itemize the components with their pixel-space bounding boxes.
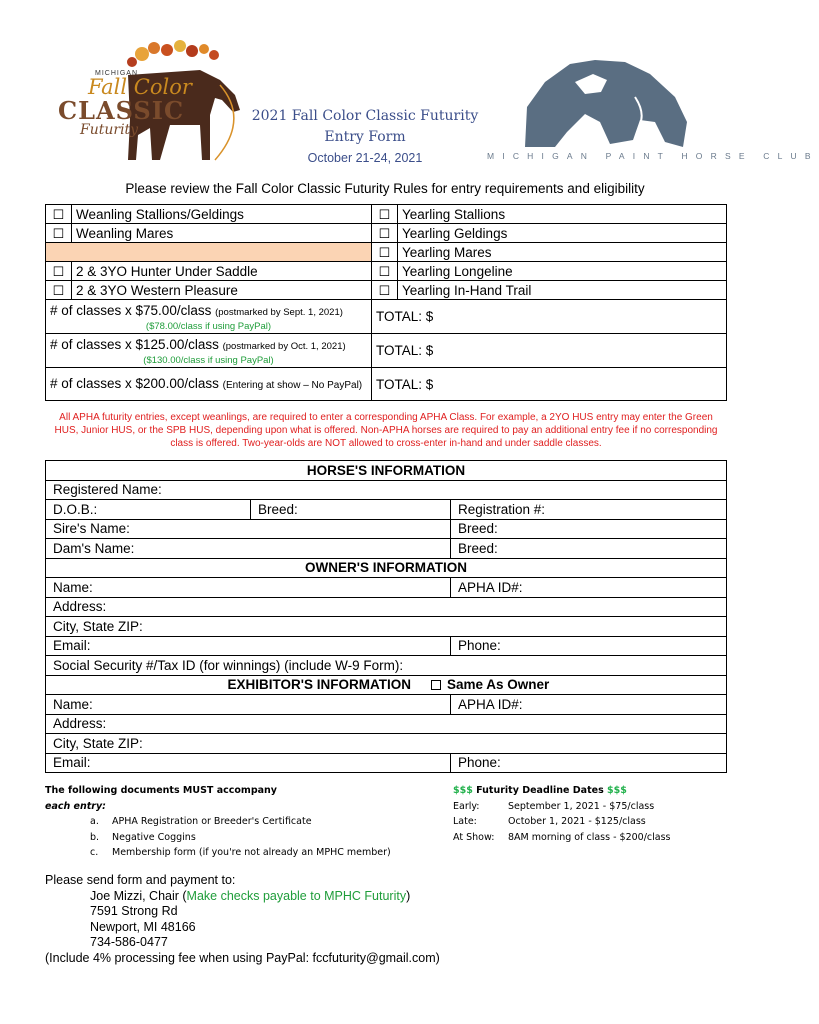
fee-row	[46, 334, 727, 368]
total-field[interactable]: TOTAL: $	[372, 300, 727, 334]
deadline-heading: $$$ Futurity Deadline Dates $$$	[453, 785, 627, 796]
fee-cell	[46, 300, 372, 334]
owner-phone-field[interactable]: Phone:	[451, 636, 727, 656]
class-row	[46, 281, 727, 300]
class-label: Weanling Stallions/Geldings	[72, 205, 372, 224]
owner-name-field[interactable]: Name:	[46, 578, 451, 598]
dam-name-field[interactable]: Dam's Name:	[46, 539, 451, 559]
class-checkbox[interactable]: ☐	[46, 262, 72, 281]
registered-name-field[interactable]: Registered Name:	[46, 480, 727, 500]
class-label: 2 & 3YO Western Pleasure	[72, 281, 372, 300]
event-date: October 21-24, 2021	[307, 151, 423, 165]
exhibitor-heading-row	[46, 675, 727, 695]
apha-notice: All APHA futurity entries, except weanlings, are required to enter a corresponding APHA Class. For example, a 2YO HUS entry may enter the Green HUS, Junior HUS, or the SPB HUS, depending upon what is offered. Non-APHA horses are required to pay an additional entry fee if no corresponding class is offered. Two-year-olds are NOT allowed to cross-enter in-hand and under saddle classes.	[54, 412, 718, 449]
fee-text: # of classes x $75.00/class	[50, 303, 212, 318]
class-row	[46, 243, 727, 262]
class-label: Weanling Mares	[72, 224, 372, 243]
exhibitor-name-field[interactable]: Name:	[46, 695, 451, 715]
total-field[interactable]: TOTAL: $	[372, 368, 727, 401]
class-label: 2 & 3YO Hunter Under Saddle	[72, 262, 372, 281]
exhibitor-phone-field[interactable]: Phone:	[451, 753, 727, 773]
documents-list	[90, 814, 445, 861]
fee-cell	[46, 334, 372, 368]
fee-paypal: ($130.00/class if using PayPal)	[143, 355, 274, 366]
exhibitor-address-field[interactable]: Address:	[46, 714, 727, 734]
class-checkbox[interactable]: ☐	[372, 243, 398, 262]
checkbox-icon	[431, 680, 441, 690]
class-checkbox[interactable]: ☐	[372, 281, 398, 300]
class-label: Yearling Geldings	[398, 224, 727, 243]
required-documents	[45, 783, 445, 861]
fee-row	[46, 300, 727, 334]
class-row	[46, 205, 727, 224]
registration-field[interactable]: Registration #:	[451, 500, 727, 520]
class-checkbox[interactable]: ☐	[372, 262, 398, 281]
fee-cell	[46, 368, 372, 401]
owner-apha-id-field[interactable]: APHA ID#:	[451, 578, 727, 598]
class-label: Yearling In-Hand Trail	[398, 281, 727, 300]
send-chair: Joe Mizzi, Chair (Make checks payable to MPHC Futurity)	[90, 888, 411, 903]
club-name: MICHIGAN PAINT HORSE CLUB	[487, 151, 819, 161]
deadline-row: Late: October 1, 2021 - $125/class	[453, 816, 646, 827]
logo-fall-color-text: Fall Color	[88, 75, 192, 99]
mailing-instructions	[45, 873, 440, 966]
list-item: c. Membership form (if you're not already an MPHC member)	[90, 847, 391, 858]
class-checkbox[interactable]: ☐	[372, 205, 398, 224]
dob-field[interactable]: D.O.B.:	[46, 500, 251, 520]
horse-head-icon	[525, 60, 687, 147]
fee-deadline: (postmarked by Sept. 1, 2021)	[215, 307, 343, 318]
send-heading: Please send form and payment to:	[45, 873, 236, 887]
fee-paypal: ($78.00/class if using PayPal)	[145, 321, 272, 332]
logo-classic-text: CLASSIC	[58, 96, 185, 125]
owner-info-heading: OWNER'S INFORMATION	[46, 558, 727, 578]
sire-name-field[interactable]: Sire's Name:	[46, 519, 451, 539]
same-as-owner-label: Same As Owner	[447, 677, 550, 693]
fee-deadline: (postmarked by Oct. 1, 2021)	[222, 341, 346, 352]
fee-text: # of classes x $125.00/class	[50, 337, 219, 352]
deadline-row: At Show: 8AM morning of class - $200/class	[453, 831, 671, 843]
exhibitor-info-heading: EXHIBITOR'S INFORMATION	[227, 677, 411, 693]
leaves-icon	[127, 40, 219, 67]
owner-address-field[interactable]: Address:	[46, 597, 727, 617]
fee-text: # of classes x $200.00/class	[50, 375, 219, 391]
send-street: 7591 Strong Rd	[90, 904, 178, 918]
exhibitor-city-field[interactable]: City, State ZIP:	[46, 734, 727, 754]
documents-heading: The following documents MUST accompany	[45, 785, 277, 796]
class-label: Yearling Longeline	[398, 262, 727, 281]
exhibitor-email-field[interactable]: Email:	[46, 753, 451, 773]
owner-city-field[interactable]: City, State ZIP:	[46, 617, 727, 637]
class-row	[46, 224, 727, 243]
class-label: Yearling Stallions	[398, 205, 727, 224]
list-item: b. Negative Coggins	[90, 831, 196, 843]
horse-info-heading: HORSE'S INFORMATION	[46, 461, 727, 481]
exhibitor-apha-id-field[interactable]: APHA ID#:	[451, 695, 727, 715]
form-title	[245, 106, 485, 168]
title-line-1: 2021 Fall Color Classic Futurity	[251, 108, 479, 124]
class-label: Yearling Mares	[398, 243, 727, 262]
breed-field[interactable]: Breed:	[251, 500, 451, 520]
class-checkbox[interactable]: ☐	[46, 224, 72, 243]
empty-class-cell	[46, 243, 372, 262]
classes-table	[45, 204, 727, 401]
class-row	[46, 262, 727, 281]
owner-email-field[interactable]: Email:	[46, 636, 451, 656]
title-line-2: Entry Form	[324, 129, 406, 145]
send-city: Newport, MI 48166	[90, 919, 196, 934]
send-phone: 734-586-0477	[90, 935, 168, 949]
logo-futurity-text: Futurity	[80, 122, 139, 138]
total-field[interactable]: TOTAL: $	[372, 334, 727, 368]
same-as-owner-checkbox[interactable]	[431, 676, 549, 693]
review-instructions: Please review the Fall Color Classic Futurity Rules for entry requirements and eligibility	[125, 181, 645, 196]
dam-breed-field[interactable]: Breed:	[451, 539, 727, 559]
paint-horse-club-logo	[515, 52, 690, 152]
documents-subheading: each entry:	[45, 800, 106, 812]
class-checkbox[interactable]: ☐	[46, 281, 72, 300]
fee-row	[46, 368, 727, 401]
sire-breed-field[interactable]: Breed:	[451, 519, 727, 539]
list-item: a. APHA Registration or Breeder's Certificate	[90, 816, 312, 827]
ssn-field[interactable]: Social Security #/Tax ID (for winnings) (include W-9 Form):	[46, 656, 727, 676]
paypal-note: (Include 4% processing fee when using PayPal: fccfuturity@gmail.com)	[45, 950, 440, 965]
deadline-row: Early: September 1, 2021 - $75/class	[453, 800, 655, 812]
logo-michigan-text: MICHIGAN	[95, 70, 138, 77]
info-table	[45, 460, 727, 773]
checks-payable-note: Make checks payable to MPHC Futurity	[186, 888, 407, 903]
class-checkbox[interactable]: ☐	[372, 224, 398, 243]
fee-deadline: (Entering at show – No PayPal)	[222, 379, 363, 391]
deadline-dates	[453, 783, 733, 845]
class-checkbox[interactable]: ☐	[46, 205, 72, 224]
